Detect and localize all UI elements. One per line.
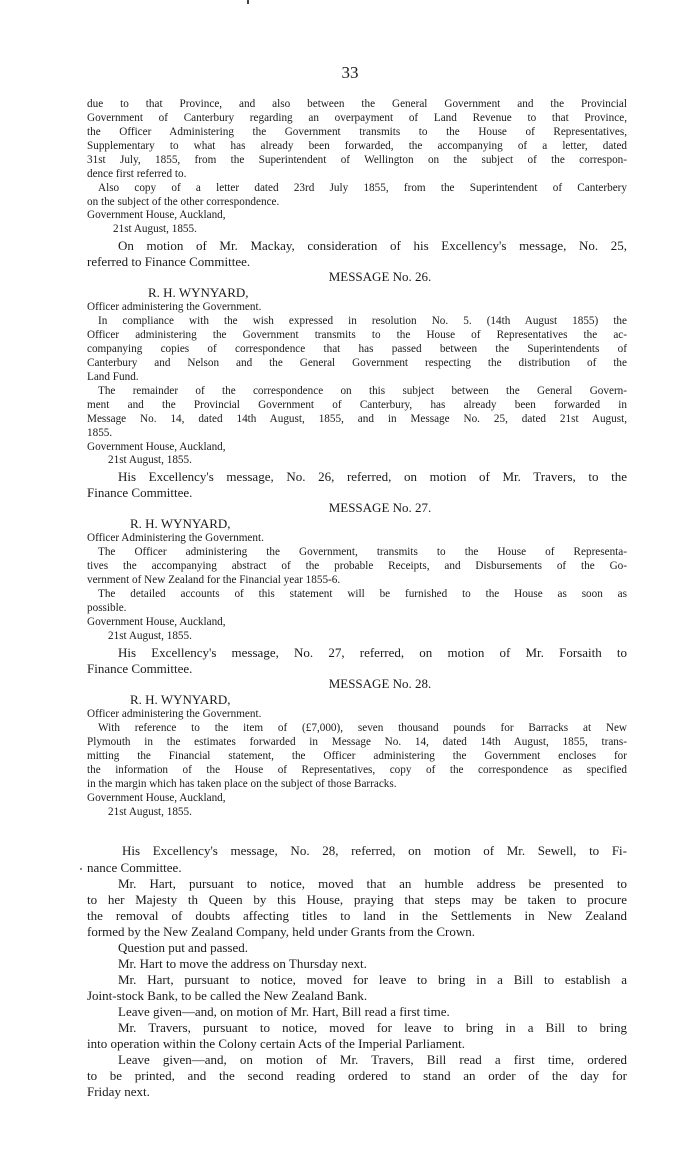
text-line: to her Majesty th Queen by this House, praying that steps may be taken to procure <box>87 892 627 907</box>
message-heading: MESSAGE No. 26. <box>328 269 432 284</box>
text-line: Plymouth in the estimates forwarded in Message No. 14, dated 14th August, 1855, trans- <box>87 736 627 748</box>
text-line: The Officer administering the Government, transmits to the House of Representa- <box>98 546 627 558</box>
text-line: companying copies of correspondence that has passed between the Superintendents of <box>87 343 627 355</box>
text-line: Leave given—and, on motion of Mr. Hart, Bill read a first time. <box>118 1004 450 1019</box>
text-line: Leave given—and, on motion of Mr. Travers, Bill read a first time, ordered <box>118 1052 627 1067</box>
text-line: 21st August, 1855. <box>108 630 192 642</box>
text-line: Finance Committee. <box>87 485 193 500</box>
text-line: the information of the House of Representatives, copy of the correspondence as specified <box>87 764 627 776</box>
text-line: the removal of doubts affecting titles to land in the Settlements in New Zealand <box>87 908 627 923</box>
text-line: mitting the Financial statement, the Officer administering the Government encloses for <box>87 750 627 762</box>
text-line: His Excellency's message, No. 26, referred, on motion of Mr. Travers, to the <box>118 469 627 484</box>
text-line: in the margin which has taken place on the subject of those Barracks. <box>87 778 397 790</box>
text-line: 21st August, 1855. <box>108 454 192 466</box>
text-line: into operation within the Colony certain Acts of the Imperial Parliament. <box>87 1036 465 1051</box>
text-line: nance Committee. <box>87 860 182 875</box>
text-line: Joint-stock Bank, to be called the New Zealand Bank. <box>87 988 368 1003</box>
text-line: Friday next. <box>87 1084 150 1099</box>
text-line: Government House, Auckland, <box>87 441 226 453</box>
text-line: Officer administering the Government transmits to the House of Representatives the ac- <box>87 329 627 341</box>
text-line: referred to Finance Committee. <box>87 254 251 269</box>
print-speck <box>247 0 249 4</box>
text-line: Message No. 14, dated 14th August, 1855, and in Message No. 25, dated 21st August, <box>87 413 627 425</box>
text-line: His Excellency's message, No. 28, referred, on motion of Mr. Sewell, to Fi- <box>122 843 627 858</box>
text-line: dence first referred to. <box>87 168 187 180</box>
text-line: 31st July, 1855, from the Superintendent of Wellington on the subject of the correspon- <box>87 154 627 166</box>
text-line: The remainder of the correspondence on this subject between the General Govern- <box>98 385 627 397</box>
text-line: Government House, Auckland, <box>87 209 226 221</box>
page-number: 33 <box>341 63 359 82</box>
text-line: 21st August, 1855. <box>108 806 192 818</box>
text-line: In compliance with the wish expressed in resolution No. 5. (14th August 1855) the <box>98 315 627 327</box>
text-line: Also copy of a letter dated 23rd July 1855, from the Superintendent of Canterbery <box>98 182 627 194</box>
text-line: His Excellency's message, No. 27, referred, on motion of Mr. Forsaith to <box>118 645 627 660</box>
text-line: Government of Canterbury regarding an overpayment of Land Revenue to that Province, <box>87 112 627 124</box>
text-line: Mr. Travers, pursuant to notice, moved for leave to bring in a Bill to bring <box>118 1020 627 1035</box>
text-line: R. H. WYNYARD, <box>130 516 231 531</box>
text-line: Mr. Hart, pursuant to notice, moved that an humble address be presented to <box>118 876 627 891</box>
text-line: Canterbury and Nelson and the General Government respecting the distribution of the <box>87 357 627 369</box>
text-line: With reference to the item of (£7,000), seven thousand pounds for Barracks at New <box>98 722 627 734</box>
text-line: Finance Committee. <box>87 661 193 676</box>
text-line: Land Fund. <box>87 371 139 383</box>
text-line: On motion of Mr. Mackay, consideration of his Excellency's message, No. 25, <box>118 238 627 253</box>
message-heading: MESSAGE No. 27. <box>328 500 432 515</box>
text-line: formed by the New Zealand Company, held under Grants from the Crown. <box>87 924 475 939</box>
text-line: on the subject of the other correspondence. <box>87 196 280 208</box>
text-line: to be printed, and the second reading ordered to stand an order of the day for <box>87 1068 627 1083</box>
text-line: due to that Province, and also between the General Government and the Provincial <box>87 98 627 110</box>
text-line: Government House, Auckland, <box>87 792 226 804</box>
text-line: R. H. WYNYARD, <box>130 692 231 707</box>
text-line: 21st August, 1855. <box>113 223 197 235</box>
text-line: the Officer Administering the Government transmits to the House of Representatives, <box>87 126 627 138</box>
text-line: R. H. WYNYARD, <box>148 285 249 300</box>
text-line: vernment of New Zealand for the Financial year 1855-6. <box>87 574 341 586</box>
text-line: 1855. <box>87 427 113 439</box>
text-line: Officer administering the Government. <box>87 708 262 720</box>
text-line: ment and the Provincial Government of Canterbury, has already been forwarded in <box>87 399 627 411</box>
text-line: The detailed accounts of this statement will be furnished to the House as soon as <box>98 588 627 600</box>
print-speck <box>80 868 82 870</box>
text-line: Question put and passed. <box>118 940 248 955</box>
text-line: Officer Administering the Government. <box>87 532 264 544</box>
message-heading: MESSAGE No. 28. <box>328 676 432 691</box>
text-line: Mr. Hart, pursuant to notice, moved for leave to bring in a Bill to establish a <box>118 972 627 987</box>
text-line: Supplementary to what has already been forwarded, the accompanying of a letter, dated <box>87 140 627 152</box>
text-line: tives the accompanying abstract of the probable Receipts, and Disbursements of the Go- <box>87 560 627 572</box>
text-line: possible. <box>87 602 127 614</box>
text-line: Government House, Auckland, <box>87 616 226 628</box>
text-line: Officer administering the Government. <box>87 301 262 313</box>
text-line: Mr. Hart to move the address on Thursday next. <box>118 956 367 971</box>
